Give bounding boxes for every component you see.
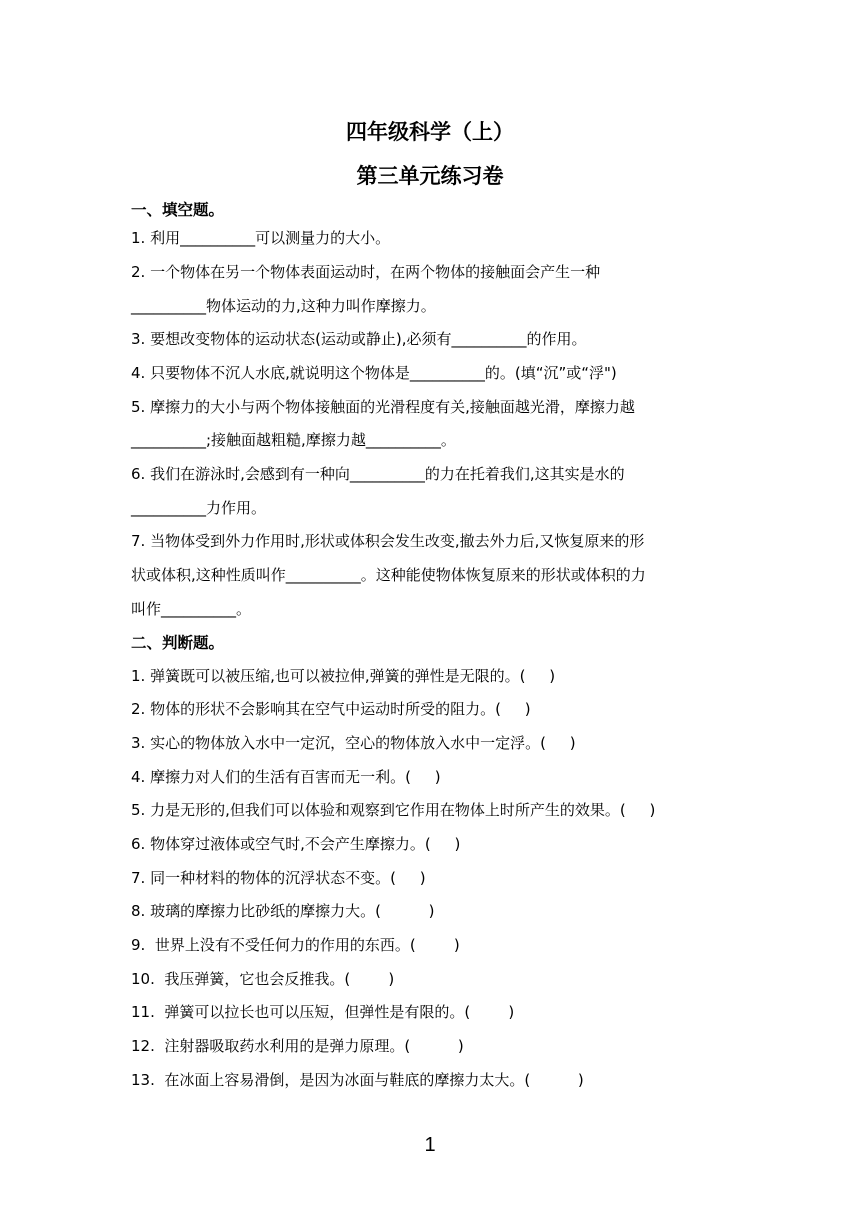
fill-in-line: 状或体积,这种性质叫作__________。这种能使物体恢复原来的形状或体积的力 xyxy=(131,566,646,584)
true-false-item: 1. 弹簧既可以被压缩,也可以被拉伸,弹簧的弹性是无限的。( ) xyxy=(131,667,556,685)
fill-in-line: 5. 摩擦力的大小与两个物体接触面的光滑程度有关,接触面越光滑，摩擦力越 xyxy=(131,398,635,416)
fill-in-line: __________;接触面越粗糙,摩擦力越__________。 xyxy=(131,431,456,449)
fill-in-line: __________力作用。 xyxy=(131,499,267,517)
fill-in-line: 6. 我们在游泳时,会感到有一种向__________的力在托着我们,这其实是水的 xyxy=(131,465,625,483)
page-title: 四年级科学（上） xyxy=(346,120,514,144)
section-heading-fill-in: 一、填空题。 xyxy=(131,201,225,219)
true-false-item: 9. 世界上没有不受任何力的作用的东西。( ) xyxy=(131,936,460,954)
true-false-item: 4. 摩擦力对人们的生活有百害而无一利。( ) xyxy=(131,768,441,786)
fill-in-line: 叫作__________。 xyxy=(131,600,252,618)
true-false-item: 12. 注射器吸取药水利用的是弹力原理。( ) xyxy=(131,1037,464,1055)
true-false-item: 3. 实心的物体放入水中一定沉，空心的物体放入水中一定浮。( ) xyxy=(131,734,576,752)
true-false-item: 2. 物体的形状不会影响其在空气中运动时所受的阻力。( ) xyxy=(131,700,531,718)
true-false-item: 7. 同一种材料的物体的沉浮状态不变。( ) xyxy=(131,869,426,887)
true-false-item: 11. 弹簧可以拉长也可以压短，但弹性是有限的。( ) xyxy=(131,1003,515,1021)
fill-in-line: 2. 一个物体在另一个物体表面运动时，在两个物体的接触面会产生一种 xyxy=(131,263,601,281)
page-number: 1 xyxy=(424,1134,436,1156)
fill-in-line: 7. 当物体受到外力作用时,形状或体积会发生改变,撤去外力后,又恢复原来的形 xyxy=(131,532,645,550)
fill-in-line: 4. 只要物体不沉人水底,就说明这个物体是__________的。(填“沉”或“浮") xyxy=(131,364,617,382)
true-false-item: 10. 我压弹簧，它也会反推我。( ) xyxy=(131,970,395,988)
fill-in-line: 1. 利用__________可以测量力的大小。 xyxy=(131,229,391,247)
true-false-item: 5. 力是无形的,但我们可以体验和观察到它作用在物体上时所产生的效果。( ) xyxy=(131,801,656,819)
true-false-item: 6. 物体穿过液体或空气时,不会产生摩擦力。( ) xyxy=(131,835,461,853)
section-heading-true-false: 二、判断题。 xyxy=(131,634,225,652)
fill-in-line: 3. 要想改变物体的运动状态(运动或静止),必须有__________的作用。 xyxy=(131,330,587,348)
fill-in-line: __________物体运动的力,这种力叫作摩擦力。 xyxy=(131,297,436,315)
page-subtitle: 第三单元练习卷 xyxy=(356,164,504,188)
true-false-item: 13. 在冰面上容易滑倒，是因为冰面与鞋底的摩擦力太大。( ) xyxy=(131,1071,584,1089)
true-false-item: 8. 玻璃的摩擦力比砂纸的摩擦力大。( ) xyxy=(131,902,435,920)
